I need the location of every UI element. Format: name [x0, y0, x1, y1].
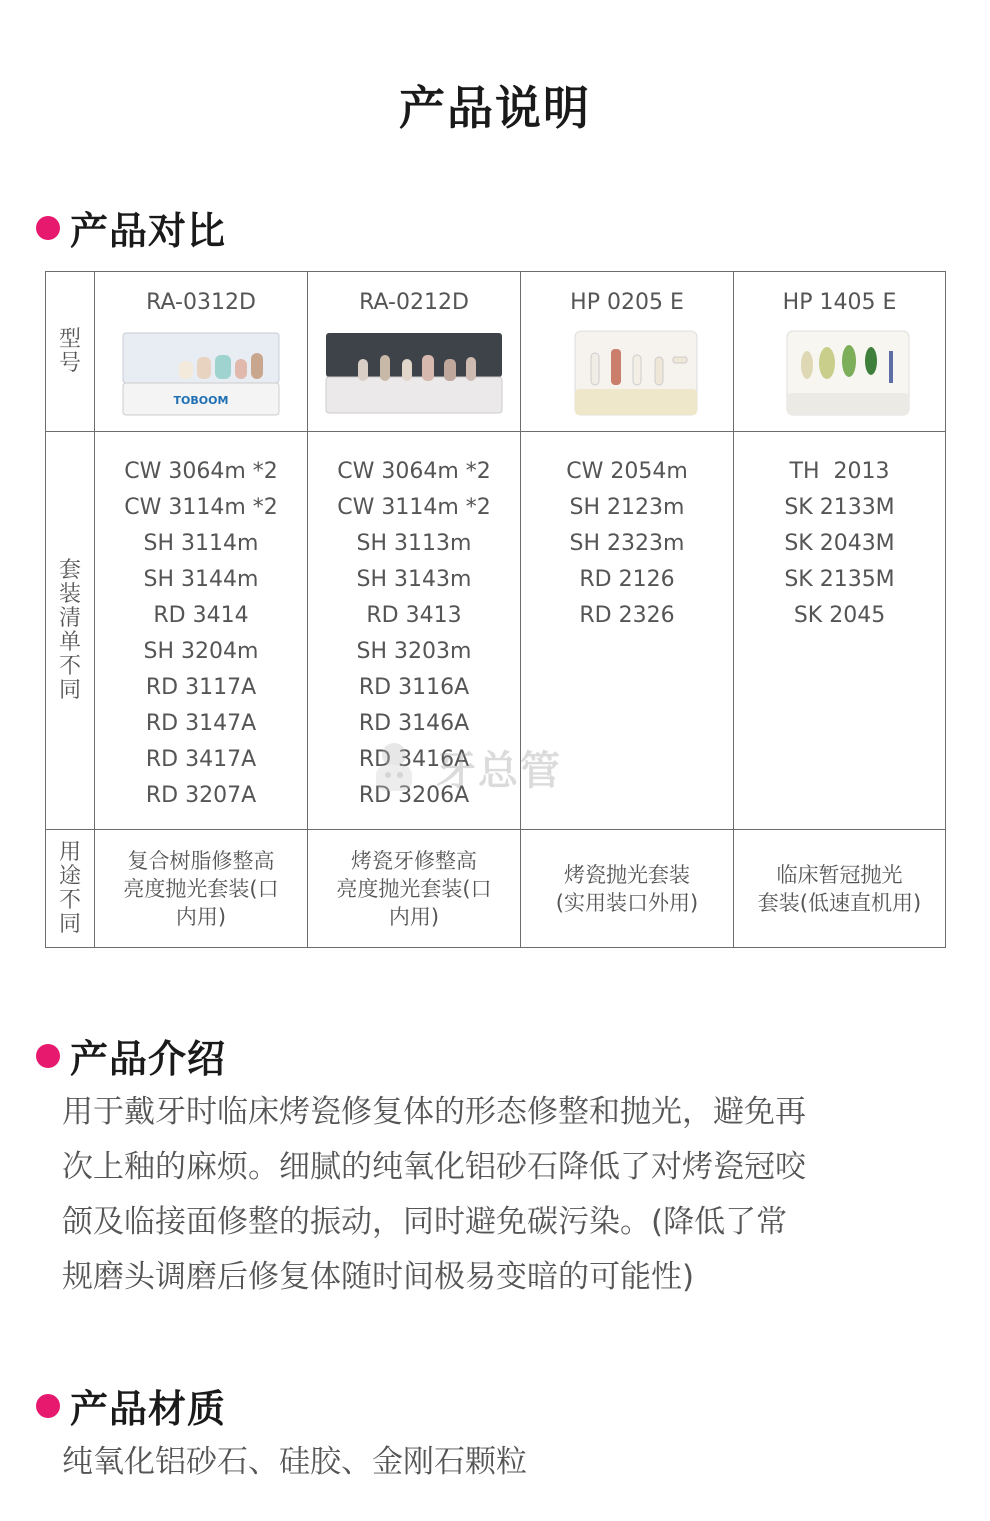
list-item: CW 3064m *2	[124, 459, 278, 484]
comparison-table	[45, 271, 946, 948]
list-item: RD 3417A	[145, 747, 257, 772]
section-compare-heading	[36, 200, 226, 255]
product-image-ra0312d	[121, 329, 281, 417]
list-item: TH 2013	[789, 459, 890, 484]
use-line: 内用)	[388, 904, 440, 929]
row-label-char: 单	[58, 629, 81, 655]
use-description	[308, 830, 521, 948]
use-description	[734, 830, 946, 948]
product-cell	[521, 272, 734, 432]
use-description	[521, 830, 734, 948]
list-item: CW 3114m *2	[337, 495, 491, 520]
list-item: SH 3143m	[356, 567, 472, 592]
list-item: SK 2043M	[784, 531, 895, 556]
list-item: RD 3206A	[358, 783, 470, 808]
model-name: HP 0205 E	[570, 290, 684, 315]
list-item: RD 3147A	[145, 711, 257, 736]
row-label-char: 型	[58, 326, 81, 352]
bullet-dot-icon	[36, 1044, 60, 1068]
list-item: SH 3203m	[356, 639, 472, 664]
row-label-char: 同	[58, 677, 81, 703]
list-item: RD 3207A	[145, 783, 257, 808]
use-line: 亮度抛光套装(口	[336, 876, 492, 901]
row-label-char: 途	[58, 863, 81, 889]
list-item: SK 2133M	[784, 495, 895, 520]
use-line: 烤瓷牙修整高	[351, 848, 477, 873]
list-item: SK 2045	[793, 603, 886, 628]
list-item: CW 2054m	[566, 459, 688, 484]
list-item: RD 3414	[153, 603, 249, 628]
list-item: RD 3413	[366, 603, 462, 628]
tooth-mascot-icon	[362, 735, 426, 799]
list-item: CW 3114m *2	[124, 495, 278, 520]
bullet-dot-icon	[36, 1394, 60, 1418]
items-list	[95, 432, 308, 830]
page-title: 产品说明	[399, 81, 591, 135]
row-label-items	[46, 432, 95, 830]
model-name: HP 1405 E	[782, 290, 897, 315]
list-item: CW 3064m *2	[337, 459, 491, 484]
items-list	[734, 432, 946, 830]
intro-paragraph	[62, 1085, 942, 1305]
product-image-hp0205e	[547, 329, 707, 417]
watermark-text: 牙总管	[436, 747, 562, 794]
list-item: SH 3204m	[143, 639, 259, 664]
list-item: SH 2323m	[569, 531, 685, 556]
section-material-heading	[36, 1378, 226, 1433]
product-cell	[308, 272, 521, 432]
list-item: SH 3113m	[356, 531, 472, 556]
list-item: RD 3116A	[358, 675, 470, 700]
product-image-hp1405e	[760, 329, 920, 417]
list-item: SH 3114m	[143, 531, 259, 556]
list-item: SH 2123m	[569, 495, 685, 520]
use-line: 复合树脂修整高	[127, 848, 275, 873]
section-intro-heading	[36, 1028, 226, 1083]
list-item: RD 3146A	[358, 711, 470, 736]
use-description	[95, 830, 308, 948]
brand-logo-text: TOBOOM	[173, 394, 229, 407]
use-line: 亮度抛光套装(口	[123, 876, 279, 901]
product-cell	[734, 272, 946, 432]
row-label-char: 套	[58, 557, 81, 583]
model-name: RA-0312D	[146, 290, 256, 315]
list-item: RD 2326	[579, 603, 675, 628]
row-label-char: 不	[58, 887, 81, 913]
row-label-char: 用	[58, 839, 81, 865]
use-line: 临床暂冠抛光	[776, 862, 903, 887]
use-line: 套装(低速直机用)	[757, 890, 922, 915]
table-row-use	[46, 830, 946, 948]
row-label-char: 清	[58, 605, 81, 631]
use-line: 烤瓷抛光套装	[564, 862, 690, 887]
section-title: 产品材质	[70, 1387, 227, 1431]
list-item: RD 3416A	[358, 747, 470, 772]
use-line: 内用)	[175, 904, 227, 929]
material-text: 纯氧化铝砂石、硅胶、金刚石颗粒	[62, 1444, 527, 1480]
row-label-char: 不	[58, 653, 81, 679]
row-label-char: 同	[58, 911, 81, 937]
row-label-model	[46, 272, 95, 432]
paragraph-line: 颌及临接面修整的振动，同时避免碳污染。(降低了常	[62, 1204, 788, 1240]
row-label-use	[46, 830, 95, 948]
use-line: (实用装口外用)	[555, 890, 699, 915]
paragraph-line: 规磨头调磨后修复体随时间极易变暗的可能性)	[62, 1259, 695, 1295]
section-title: 产品介绍	[70, 1037, 227, 1081]
paragraph-line: 用于戴牙时临床烤瓷修复体的形态修整和抛光，避免再	[62, 1094, 806, 1130]
product-cell	[95, 272, 308, 432]
list-item: RD 2126	[579, 567, 675, 592]
product-image-ra0212d	[334, 329, 494, 417]
table-row-model	[46, 272, 946, 432]
model-name: RA-0212D	[359, 290, 469, 315]
list-item: SK 2135M	[784, 567, 895, 592]
bullet-dot-icon	[36, 216, 60, 240]
watermark	[362, 735, 562, 799]
list-item: SH 3144m	[143, 567, 259, 592]
section-title: 产品对比	[70, 209, 227, 253]
row-label-char: 号	[58, 350, 81, 376]
paragraph-line: 次上釉的麻烦。细腻的纯氧化铝砂石降低了对烤瓷冠咬	[62, 1149, 806, 1185]
list-item: RD 3117A	[145, 675, 257, 700]
row-label-char: 装	[58, 581, 81, 607]
